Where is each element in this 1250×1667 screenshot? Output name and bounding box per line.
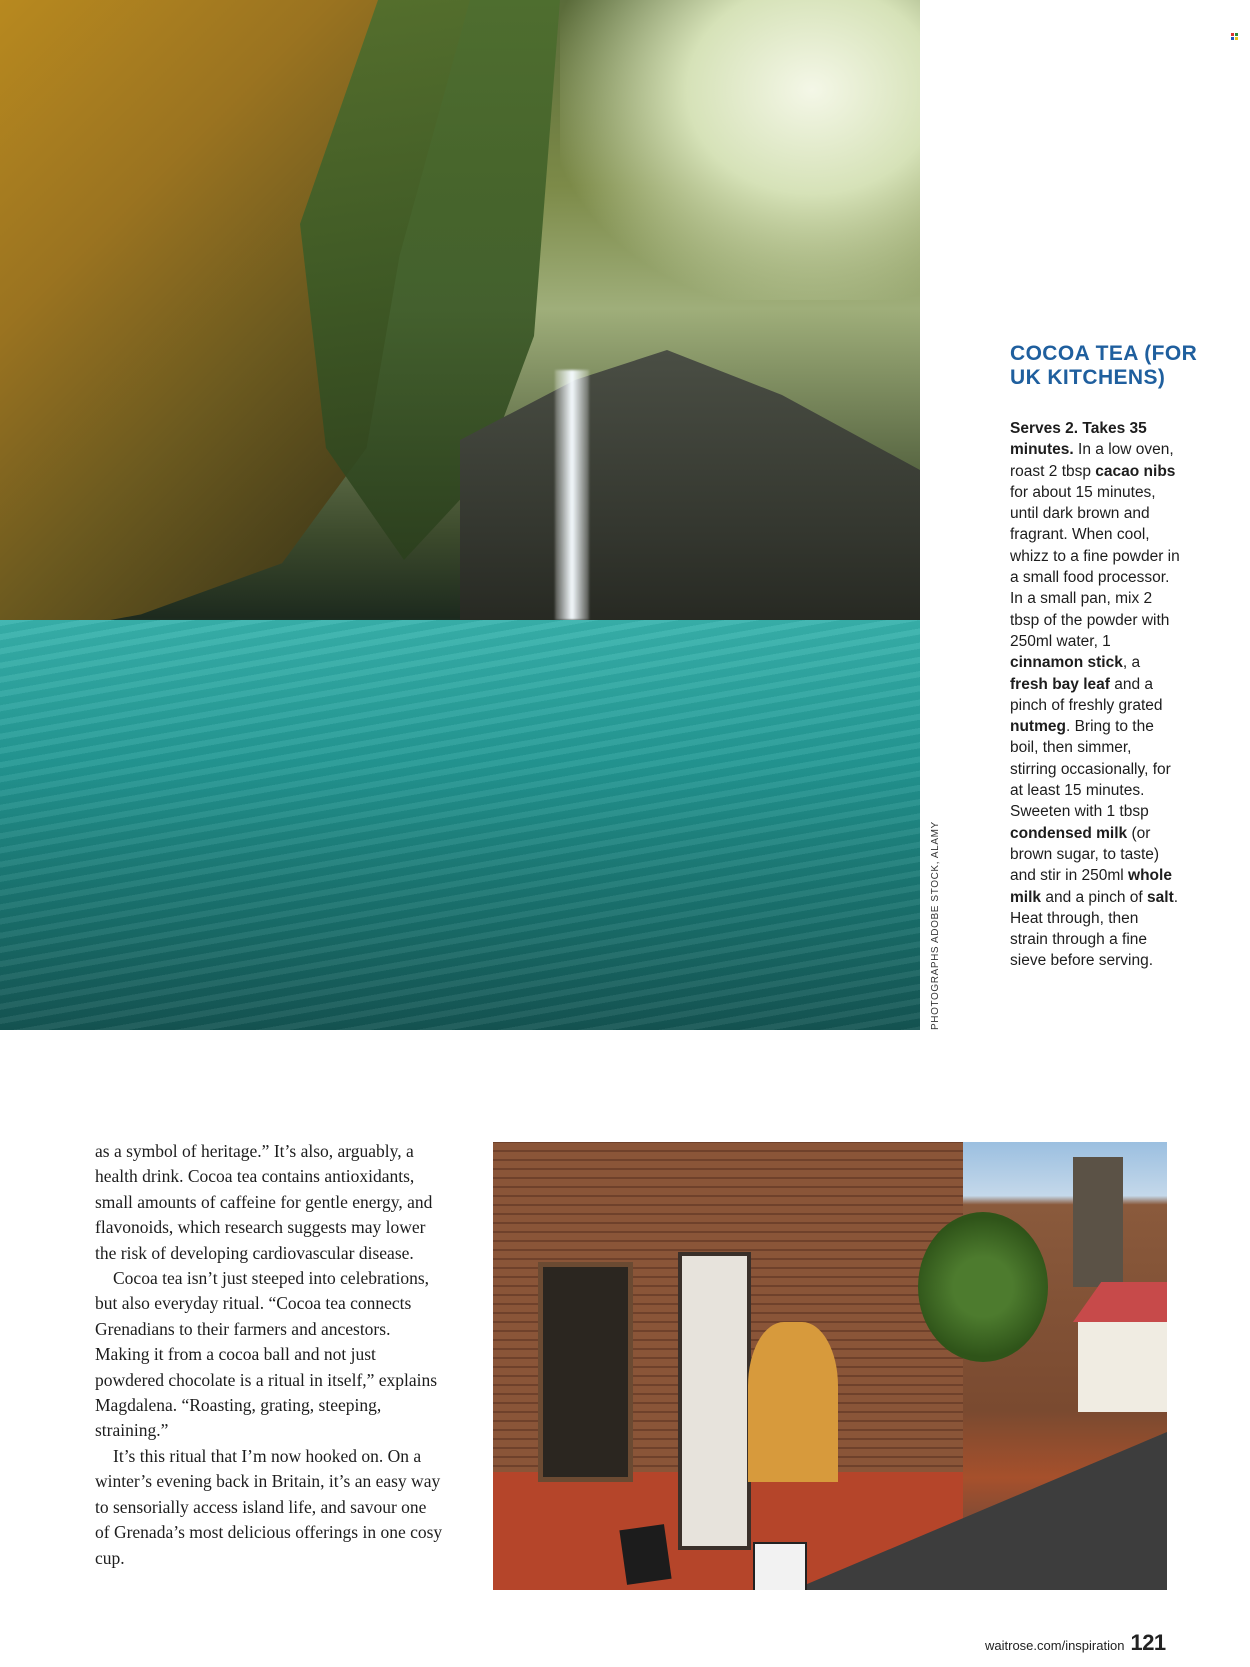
shop-door [678,1252,751,1550]
footer-url: waitrose.com/inspiration [985,1638,1125,1653]
folio [985,1630,1166,1656]
shop-window [538,1262,633,1482]
recipe-segment: cacao nibs [1095,462,1176,480]
article-body [95,1139,445,1571]
recipe-segment: Serves 2. Takes 35 minutes. [1010,420,1147,459]
street-photo [493,1142,1167,1590]
article-paragraph: Cocoa tea isn’t just steeped into celebrations, but also everyday ritual. “Cocoa tea connects Grenadians to their farmers and ancestors. Making it from a cocoa ball and not just powdered chocolate is a ritual in itself,” explains Magdalena. “Roasting, grating, steeping, straining.” [95,1268,438,1441]
tree [918,1212,1048,1362]
rocks [460,350,920,650]
sandwich-board [753,1542,807,1590]
recipe-segment: and a pinch of [1041,888,1148,906]
recipe-segment: cinnamon stick [1010,654,1123,672]
recipe-segment: condensed milk [1010,824,1128,842]
sky-light [560,0,920,300]
recipe-segment: In a low oven, roast 2 tbsp [1010,441,1174,480]
recipe-segment: nutmeg [1010,718,1066,736]
turquoise-pool [0,620,920,1030]
waterfall [555,370,589,620]
photo-credit: PHOTOGRAPHS ADOBE STOCK, ALAMY [930,821,941,1030]
recipe-method [1010,418,1180,972]
recipe-segment: . Heat through, then strain through a fine sieve before serving. [1010,888,1179,970]
chalkboard-sign [619,1524,671,1585]
recipe-segment: fresh bay leaf [1010,675,1110,693]
recipe-segment: . Bring to the boil, then simmer, stirring occasionally, for at least 15 minutes. Sweeten with 1 tbsp [1010,718,1171,821]
recipe-segment: (or brown sugar, to taste) and stir in 250ml [1010,824,1160,885]
registration-mark-icon [1231,33,1238,40]
recipe-segment: , a [1122,654,1141,672]
red-roof [1073,1282,1167,1322]
recipe-segment: whole milk [1010,867,1172,906]
white-house [1078,1322,1167,1412]
wall-mural [748,1322,838,1482]
church-tower [1073,1157,1123,1287]
recipe-segment: for about 15 minutes, until dark brown and fragrant. When cool, whizz to a fine powder in a small food processor. In a small pan, mix 2 tbsp of the powder with 250ml water, 1 [1010,483,1180,650]
article-paragraph: It’s this ritual that I’m now hooked on. On a winter’s evening back in Britain, it’s an easy way to sensorially access island life, and savour one of Grenada’s most delicious offerings in one cosy cup. [95,1445,443,1568]
waterfall-photo [0,0,920,1030]
recipe-segment: salt [1147,888,1174,906]
recipe-segment: and a pinch of freshly grated [1010,675,1163,714]
page-number: 121 [1130,1630,1166,1655]
recipe-title: COCOA TEA (FOR UK KITCHENS) [1010,342,1198,389]
article-paragraph: as a symbol of heritage.” It’s also, arguably, a health drink. Cocoa tea contains antioxidants, small amounts of caffeine for gentle energy, and flavonoids, which research suggests may lower the risk of developing cardiovascular disease. [95,1141,433,1263]
